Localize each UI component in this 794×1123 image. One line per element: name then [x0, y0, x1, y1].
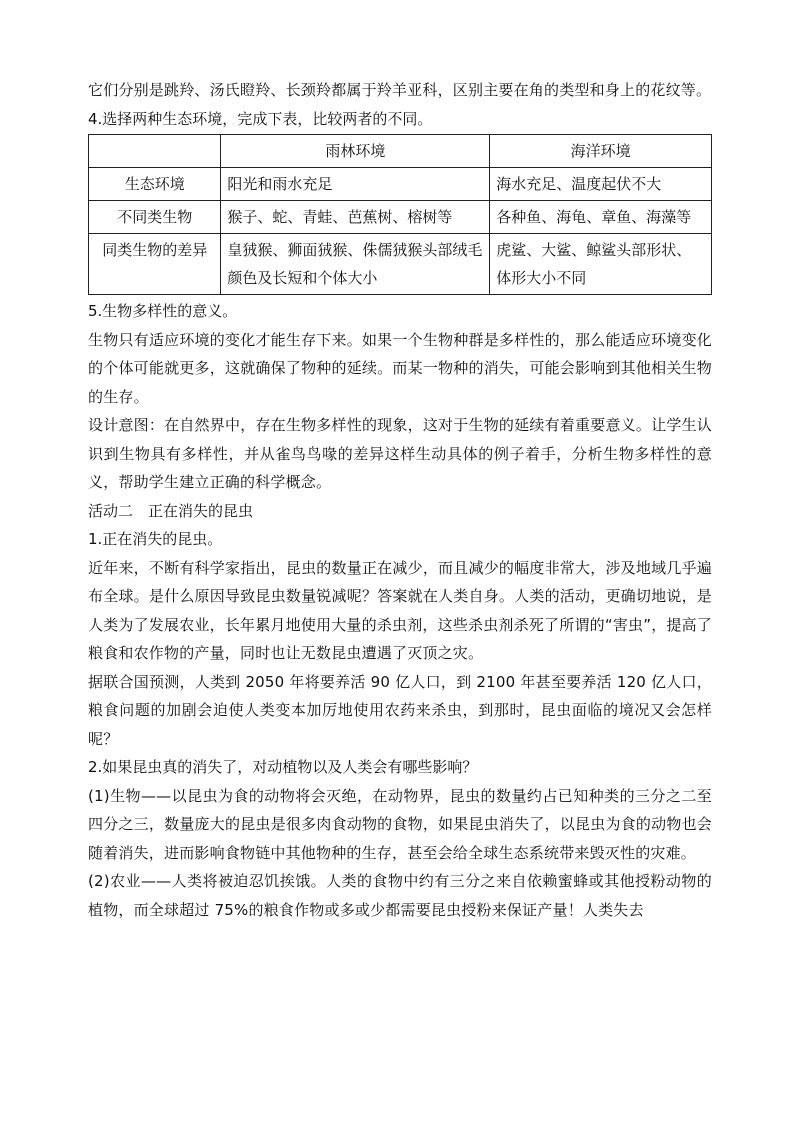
question-4-heading: 4.选择两种生态环境，完成下表，比较两者的不同。	[88, 109, 433, 128]
table-header-ocean: 海洋环境	[490, 135, 712, 168]
table-header-empty	[89, 135, 221, 168]
table-row	[89, 201, 712, 234]
table-header-rainforest: 雨林环境	[221, 135, 490, 168]
table-header-row	[89, 135, 712, 168]
table-row	[89, 168, 712, 201]
document-page	[88, 76, 712, 924]
table-row	[89, 234, 712, 295]
cell-rainforest: 阳光和雨水充足	[221, 168, 490, 201]
un-forecast-paragraph: 据联合国预测，人类到 2050 年将要养活 90 亿人口，到 2100 年甚至要养活 120 亿人口，粮食问题的加剧会迫使人类变本加厉地使用农药来杀虫，到那时，昆虫面临的境况又会怎样呢？	[88, 672, 712, 748]
insects-decline-paragraph: 近年来，不断有科学家指出，昆虫的数量正在减少，而且减少的幅度非常大，涉及地域几乎遍布全球。是什么原因导致昆虫数量锐减呢？答案就在人类自身。人类的活动，更确切地说，是人类为了发展农业，长年累月地使用大量的杀虫剂，这些杀虫剂杀死了所谓的“害虫”，提高了粮食和农作物的产量，同时也让无数昆虫遭遇了灭顶之灾。	[88, 558, 712, 662]
design-intent-paragraph: 设计意图：在自然界中，存在生物多样性的现象，这对于生物的延续有着重要意义。让学生认识到生物具有多样性，并从雀鸟鸟喙的差异这样生动具体的例子着手，分析生物多样性的意义，帮助学生建立正确的科学概念。	[88, 416, 712, 491]
section-5-heading: 5.生物多样性的意义。	[88, 302, 238, 320]
row-label: 同类生物的差异	[89, 234, 221, 295]
cell-rainforest: 猴子、蛇、青蛙、芭蕉树、榕树等	[221, 201, 490, 234]
activity-2-item-2-heading: 2.如果昆虫真的消失了，对动植物以及人类会有哪些影响？	[88, 758, 478, 776]
row-label: 不同类生物	[89, 201, 221, 234]
cell-rainforest: 皇狨猴、狮面狨猴、侏儒狨猴头部绒毛颜色及长短和个体大小	[221, 234, 490, 295]
cell-ocean: 虎鲨、大鲨、鲸鲨头部形状、体形大小不同	[490, 234, 712, 295]
comparison-table	[88, 134, 712, 295]
section-5-body: 生物只有适应环境的变化才能生存下来。如果一个生物种群是多样性的，那么能适应环境变化的个体可能就更多，这就确保了物种的延续。而某一物种的消失，可能会影响到其他相关生物的生存。	[88, 330, 712, 406]
activity-2-title: 活动二 正在消失的昆虫	[88, 501, 254, 520]
activity-2-item-1-heading: 1.正在消失的昆虫。	[88, 530, 223, 548]
cell-ocean: 各种鱼、海龟、章鱼、海藻等	[490, 201, 712, 234]
impact-agriculture-paragraph: (2)农业——人类将被迫忍饥挨饿。人类的食物中约有三分之来自依赖蜜蜂或其他授粉动物的植物，而全球超过 75%的粮食作物或多或少都需要昆虫授粉来保证产量！人类失去	[88, 872, 712, 919]
paragraph-antelope: 它们分别是跳羚、汤氏瞪羚、长颈羚都属于羚羊亚科，区别主要在角的类型和身上的花纹等。	[88, 81, 712, 99]
row-label: 生态环境	[89, 168, 221, 201]
cell-ocean: 海水充足、温度起伏不大	[490, 168, 712, 201]
impact-biology-paragraph: (1)生物——以昆虫为食的动物将会灭绝，在动物界，昆虫的数量约占已知种类的三分之二至四分之三，数量庞大的昆虫是很多肉食动物的食物，如果昆虫消失了，以昆虫为食的动物也会随着消失，进而影响食物链中其他物种的生存，甚至会给全球生态系统带来毁灭性的灾难。	[88, 786, 712, 862]
